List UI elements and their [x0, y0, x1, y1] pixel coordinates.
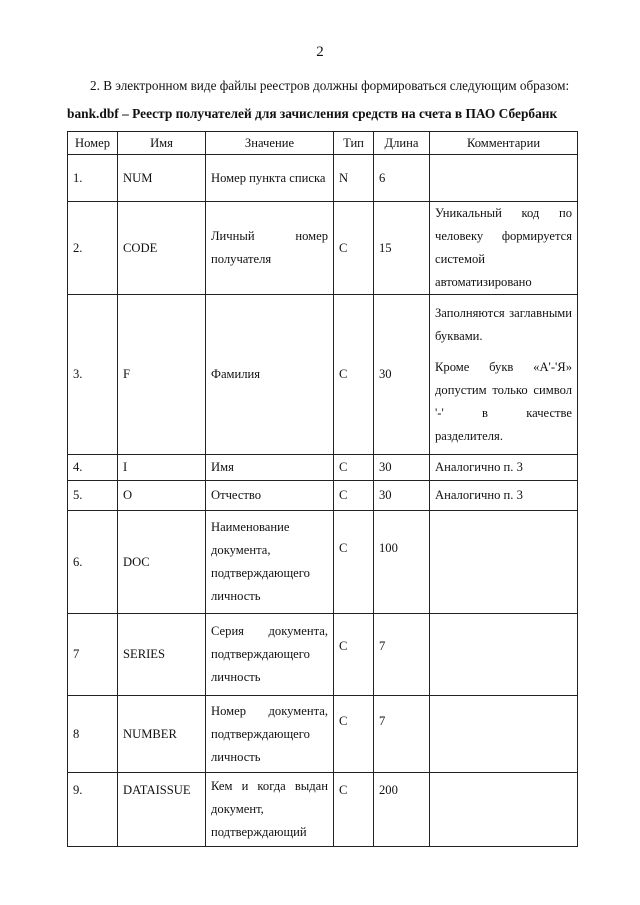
- field-name-cell: DATAISSUE: [118, 773, 206, 847]
- comments-cell: [430, 696, 578, 773]
- field-name-cell: SERIES: [118, 614, 206, 696]
- field-name-cell: I: [118, 455, 206, 481]
- header-cell-number: Номер: [68, 132, 118, 155]
- field-length-cell: 100: [374, 511, 430, 614]
- row-number-cell: 4.: [68, 455, 118, 481]
- table-row: [68, 481, 578, 511]
- field-length-cell: 200: [374, 773, 430, 847]
- page-number: 2: [316, 44, 324, 60]
- table-row: [68, 696, 578, 773]
- row-number-cell: 3.: [68, 295, 118, 455]
- field-length-cell: 30: [374, 295, 430, 455]
- row-number-cell: 5.: [68, 481, 118, 511]
- field-name-cell: CODE: [118, 202, 206, 295]
- field-type-cell: C: [334, 202, 374, 295]
- row-number-cell: 2.: [68, 202, 118, 295]
- table-row: [68, 455, 578, 481]
- field-name-cell: NUMBER: [118, 696, 206, 773]
- row-number-cell: 9.: [68, 773, 118, 847]
- field-length-cell: 30: [374, 455, 430, 481]
- header-cell-value: Значение: [206, 132, 334, 155]
- comments-cell: [430, 295, 578, 455]
- table-header-row: [68, 132, 578, 155]
- field-name-cell: O: [118, 481, 206, 511]
- field-type-cell: C: [334, 696, 374, 773]
- field-value-cell: Имя: [206, 455, 334, 481]
- field-length-cell: 7: [374, 614, 430, 696]
- registry-table: [67, 131, 578, 847]
- field-value-cell: Наименование документа, подтверждающего личность: [206, 511, 334, 614]
- row-number-cell: 1.: [68, 155, 118, 202]
- field-value-cell: Фамилия: [206, 295, 334, 455]
- comment-text: Аналогично п. 3: [435, 488, 523, 502]
- field-name-cell: F: [118, 295, 206, 455]
- row-number-cell: 7: [68, 614, 118, 696]
- field-type-cell: C: [334, 511, 374, 614]
- table-body: [68, 155, 578, 847]
- comments-cell: [430, 202, 578, 295]
- row-number-cell: 6.: [68, 511, 118, 614]
- header-cell-type: Тип: [334, 132, 374, 155]
- field-value-cell: Кем и когда выдан документ, подтверждающий: [206, 773, 334, 847]
- field-value-cell: Личный номер получателя: [206, 202, 334, 295]
- table-row: [68, 511, 578, 614]
- field-name-cell: NUM: [118, 155, 206, 202]
- header-cell-length: Длина: [374, 132, 430, 155]
- comments-cell: [430, 773, 578, 847]
- table-row: [68, 295, 578, 455]
- field-type-cell: C: [334, 481, 374, 511]
- comments-cell: [430, 481, 578, 511]
- intro-paragraph: 2. В электронном виде файлы реестров должны формироваться следующим образом:: [90, 78, 570, 93]
- comments-cell: [430, 614, 578, 696]
- table-title: bank.dbf – Реестр получателей для зачисления средств на счета в ПАО Сбербанк: [67, 106, 558, 121]
- field-length-cell: 6: [374, 155, 430, 202]
- field-type-cell: C: [334, 455, 374, 481]
- comment-text: Аналогично п. 3: [435, 460, 523, 474]
- table-row: [68, 202, 578, 295]
- comment-text: Заполняются заглавными буквами.: [435, 305, 572, 343]
- header-cell-comments: Комментарии: [430, 132, 578, 155]
- table-row: [68, 614, 578, 696]
- field-value-cell: Номер документа, подтверждающего личность: [206, 696, 334, 773]
- field-type-cell: C: [334, 614, 374, 696]
- field-type-cell: C: [334, 295, 374, 455]
- field-length-cell: 15: [374, 202, 430, 295]
- field-type-cell: C: [334, 773, 374, 847]
- row-number-cell: 8: [68, 696, 118, 773]
- field-type-cell: N: [334, 155, 374, 202]
- comments-cell: [430, 455, 578, 481]
- comment-text: Уникальный код по человеку формируется системой автоматизировано: [435, 206, 572, 289]
- field-length-cell: 7: [374, 696, 430, 773]
- field-value-cell: Номер пункта списка: [206, 155, 334, 202]
- field-length-cell: 30: [374, 481, 430, 511]
- header-cell-name: Имя: [118, 132, 206, 155]
- comments-cell: [430, 511, 578, 614]
- comments-cell: [430, 155, 578, 202]
- comment-text: Кроме букв «А'-'Я» допустим только символ '-' в качестве разделителя.: [435, 359, 572, 443]
- field-value-cell: Серия документа, подтверждающего личность: [206, 614, 334, 696]
- field-value-cell: Отчество: [206, 481, 334, 511]
- table-row: [68, 773, 578, 847]
- field-name-cell: DOC: [118, 511, 206, 614]
- table-row: [68, 155, 578, 202]
